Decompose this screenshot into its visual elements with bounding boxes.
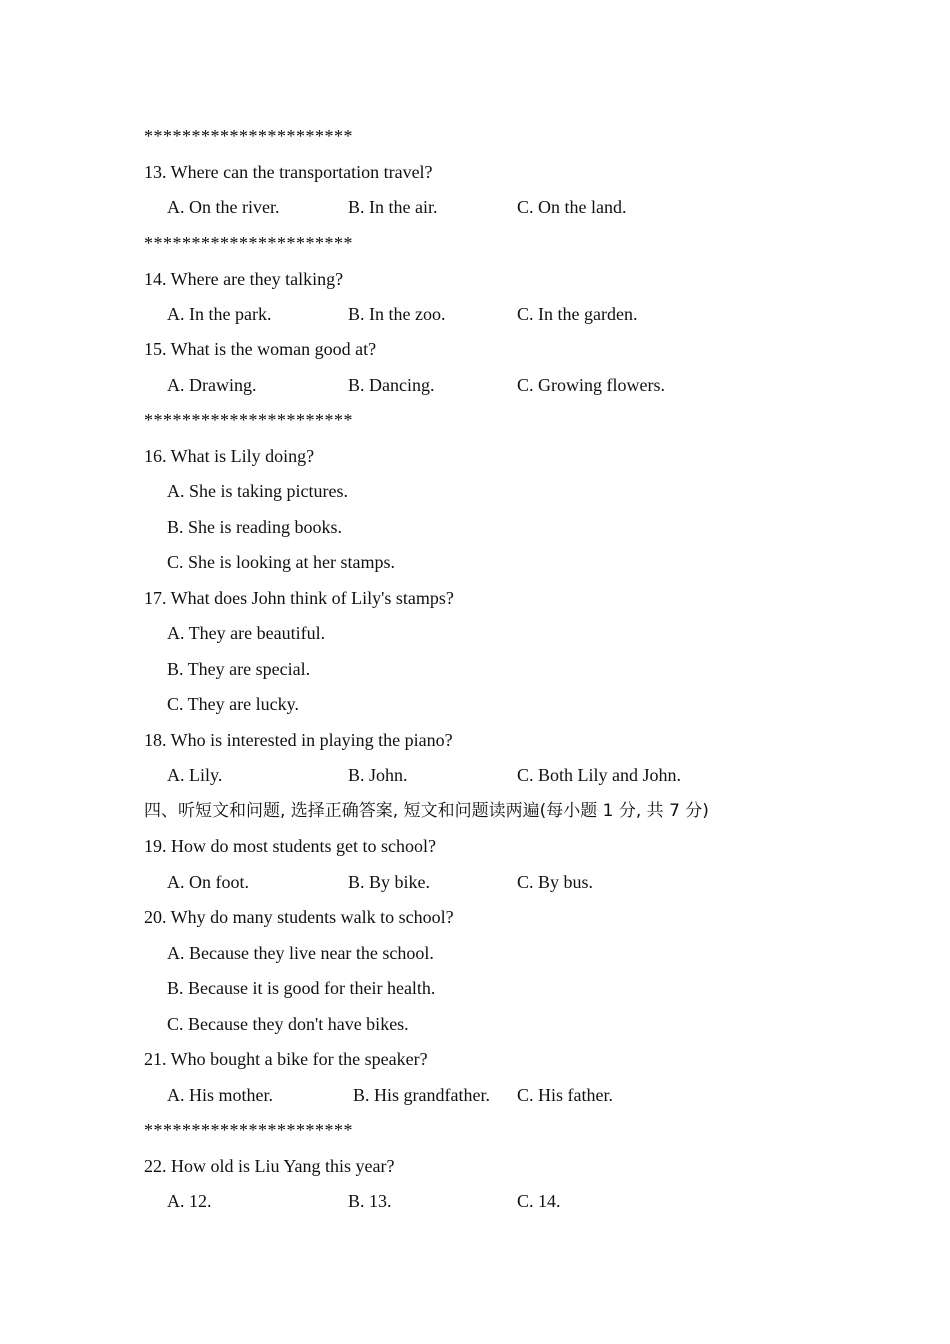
q13-option-c: C. On the land. bbox=[517, 197, 627, 217]
q19-option-c: C. By bus. bbox=[517, 872, 594, 892]
separator: ********************** bbox=[144, 410, 353, 430]
q16-option-a: A. She is taking pictures. bbox=[167, 481, 348, 501]
question-15: 15. What is the woman good at? bbox=[144, 339, 377, 359]
q20-option-c: C. Because they don't have bikes. bbox=[167, 1014, 409, 1034]
q22-option-a: A. 12. bbox=[167, 1191, 212, 1211]
question-13: 13. Where can the transportation travel? bbox=[144, 162, 433, 182]
question-21: 21. Who bought a bike for the speaker? bbox=[144, 1049, 428, 1069]
question-19: 19. How do most students get to school? bbox=[144, 836, 436, 856]
question-16: 16. What is Lily doing? bbox=[144, 446, 315, 466]
q13-option-a: A. On the river. bbox=[167, 197, 280, 217]
q15-option-b: B. Dancing. bbox=[348, 375, 435, 395]
q17-option-b: B. They are special. bbox=[167, 659, 311, 679]
section-4-heading: 四、听短文和问题, 选择正确答案, 短文和问题读两遍(每小题 1 分, 共 7 分) bbox=[144, 801, 709, 821]
question-22: 22. How old is Liu Yang this year? bbox=[144, 1156, 395, 1176]
q16-option-c: C. She is looking at her stamps. bbox=[167, 552, 395, 572]
q13-option-b: B. In the air. bbox=[348, 197, 438, 217]
q19-option-b: B. By bike. bbox=[348, 872, 431, 892]
q14-option-c: C. In the garden. bbox=[517, 304, 638, 324]
question-17: 17. What does John think of Lily's stamps? bbox=[144, 588, 454, 608]
q20-option-b: B. Because it is good for their health. bbox=[167, 978, 436, 998]
separator: ********************** bbox=[144, 233, 353, 253]
q18-option-b: B. John. bbox=[348, 765, 408, 785]
q14-option-a: A. In the park. bbox=[167, 304, 272, 324]
question-18: 18. Who is interested in playing the piano? bbox=[144, 730, 453, 750]
q15-option-c: C. Growing flowers. bbox=[517, 375, 665, 395]
q17-option-c: C. They are lucky. bbox=[167, 694, 299, 714]
q15-option-a: A. Drawing. bbox=[167, 375, 257, 395]
q21-option-a: A. His mother. bbox=[167, 1085, 273, 1105]
q20-option-a: A. Because they live near the school. bbox=[167, 943, 434, 963]
separator: ********************** bbox=[144, 1120, 353, 1140]
q17-option-a: A. They are beautiful. bbox=[167, 623, 326, 643]
q18-option-a: A. Lily. bbox=[167, 765, 223, 785]
q21-option-b: B. His grandfather. bbox=[353, 1085, 490, 1105]
q22-option-b: B. 13. bbox=[348, 1191, 392, 1211]
q21-option-c: C. His father. bbox=[517, 1085, 613, 1105]
q22-option-c: C. 14. bbox=[517, 1191, 561, 1211]
q16-option-b: B. She is reading books. bbox=[167, 517, 342, 537]
q19-option-a: A. On foot. bbox=[167, 872, 249, 892]
separator: ********************** bbox=[144, 126, 353, 146]
q18-option-c: C. Both Lily and John. bbox=[517, 765, 682, 785]
question-20: 20. Why do many students walk to school? bbox=[144, 907, 454, 927]
q14-option-b: B. In the zoo. bbox=[348, 304, 446, 324]
question-14: 14. Where are they talking? bbox=[144, 269, 344, 289]
